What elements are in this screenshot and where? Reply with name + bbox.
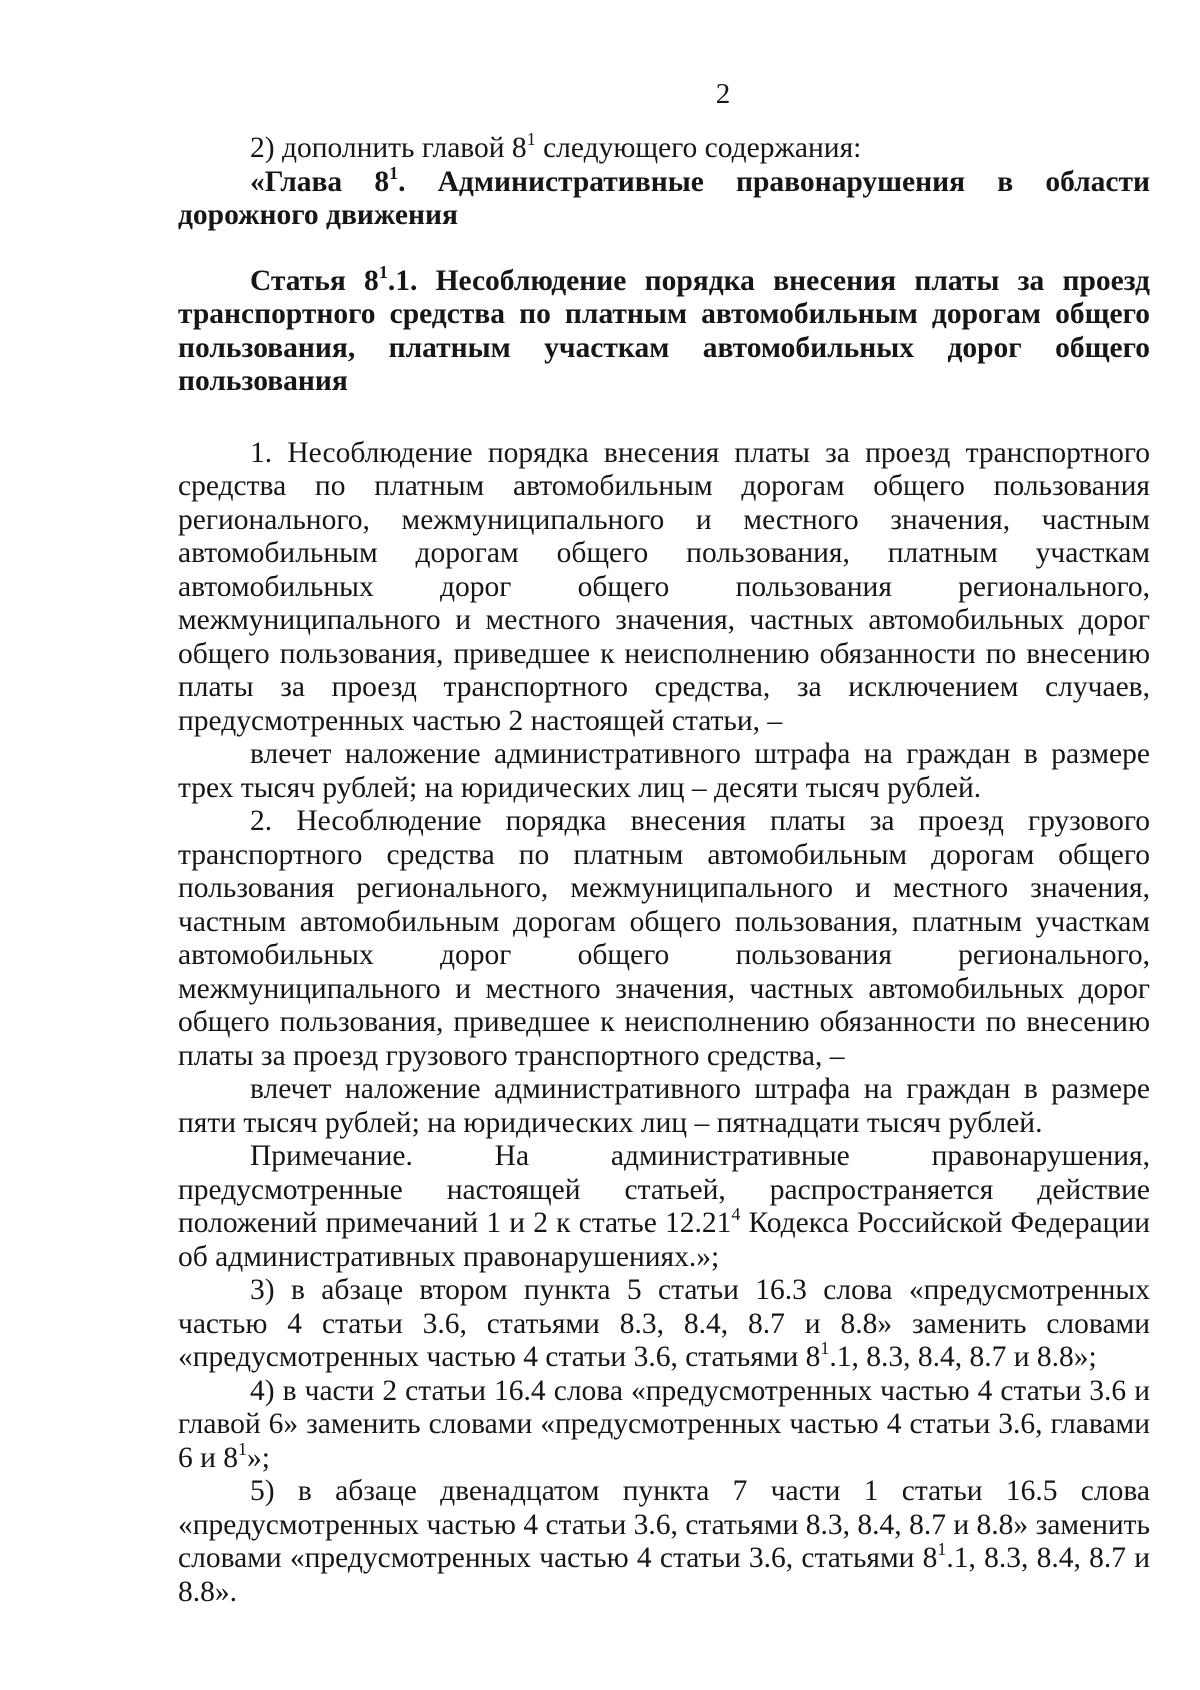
amendment-item-3 xyxy=(178,1274,1150,1375)
chapter-heading-text: «Глава 8 xyxy=(250,165,390,198)
item-4-text: 4) в части 2 статьи 16.4 слова «предусмотренных частью 4 статьи 3.6 и главой 6» заменить словами «предусмотренных частью 4 статьи 3.6, главами 6 и 8 xyxy=(178,1374,1150,1474)
item-3-text: 3) в абзаце втором пункта 5 статьи 16.3 слова «предусмотренных частью 4 статьи 3.6, статьями 8.3, 8.4, 8.7 и 8.8» заменить словами «предусмотренных частью 4 статьи 3.6, статьями 8 xyxy=(178,1274,1150,1373)
item-5-text: 5) в абзаце двенадцатом пункта 7 части 1 статьи 16.5 слова «предусмотренных частью 4 статьи 3.6, статьями 8.3, 8.4, 8.7 и 8.8» заменить словами «предусмотренных частью 4 статьи 3.6, статьями 8 xyxy=(178,1475,1150,1574)
item-3-text-end: .1, 8.3, 8.4, 8.7 и 8.8»; xyxy=(829,1341,1097,1373)
chapter-heading-text-end: . Административные правонарушения в области дорожного движения xyxy=(178,165,1150,231)
amendment-item-2 xyxy=(178,129,1150,166)
page-number: 2 xyxy=(715,78,731,110)
article-part-2: 2. Несоблюдение порядка внесения платы за проезд грузового транспортного средства по платным автомобильным дорогам общего пользования регионального, межмуниципального и местного значения, частным автомобильным дорогам общего пользования, платным участкам автомобильных дорог общего пользования регионального, межмуниципального и местного значения, частных автомобильных дорог общего пользования, приведшее к неисполнению обязанности по внесению платы за проезд грузового транспортного средства, – xyxy=(178,805,1150,1072)
item-4-text-end: »; xyxy=(247,1441,270,1474)
article-part-1: 1. Несоблюдение порядка внесения платы за проезд транспортного средства по платным автомобильным дорогам общего пользования регионального, межмуниципального и местного значения, частным автомобильным дорогам общего пользования, платным участкам автомобильных дорог общего пользования регионального, межмуниципального и местного значения, частных автомобильных дорог общего пользования, приведшее к неисполнению обязанности по внесению платы за проезд транспортного средства, за исключением случаев, предусмотренных частью 2 настоящей статьи, – xyxy=(178,436,1150,737)
article-note-text: Примечание. На административные правонарушения, предусмотренные настоящей статьей, распространяется действие положений примечаний 1 и 2 к статье 12.21 xyxy=(178,1140,1150,1239)
superscript: 4 xyxy=(731,1204,741,1224)
item-5-text-end: .1, 8.3, 8.4, 8.7 и 8.8». xyxy=(178,1542,1150,1608)
article-heading xyxy=(178,261,1150,399)
superscript: 1 xyxy=(937,1539,947,1559)
superscript: 1 xyxy=(389,162,399,183)
document-page xyxy=(178,78,1150,1609)
article-heading-text-end: .1. Несоблюдение порядка внесения платы за проезд транспортного средства по платным автомобильным дорогам общего пользования, платным участкам автомобильных дорог общего пользования xyxy=(178,264,1150,397)
superscript: 1 xyxy=(238,1438,248,1459)
superscript: 1 xyxy=(378,261,388,282)
amendment-item-4 xyxy=(178,1375,1150,1476)
item-2-text-end: следующего содержания: xyxy=(535,132,862,164)
article-part-2-penalty: влечет наложение административного штрафа на граждан в размере пяти тысяч рублей; на юридических лиц – пятнадцати тысяч рублей. xyxy=(178,1073,1150,1139)
chapter-heading xyxy=(178,162,1150,233)
item-2-text: 2) дополнить главой 8 xyxy=(250,132,527,164)
article-note xyxy=(178,1140,1150,1274)
superscript: 1 xyxy=(820,1338,830,1358)
amendment-item-5 xyxy=(178,1475,1150,1609)
article-note-text-end: Кодекса Российской Федерации об административных правонарушениях.»; xyxy=(178,1207,1150,1273)
article-part-1-penalty: влечет наложение административного штрафа на граждан в размере трех тысяч рублей; на юридических лиц – десяти тысяч рублей. xyxy=(178,738,1150,804)
superscript: 1 xyxy=(526,129,536,149)
article-heading-text: Статья 8 xyxy=(250,264,379,297)
